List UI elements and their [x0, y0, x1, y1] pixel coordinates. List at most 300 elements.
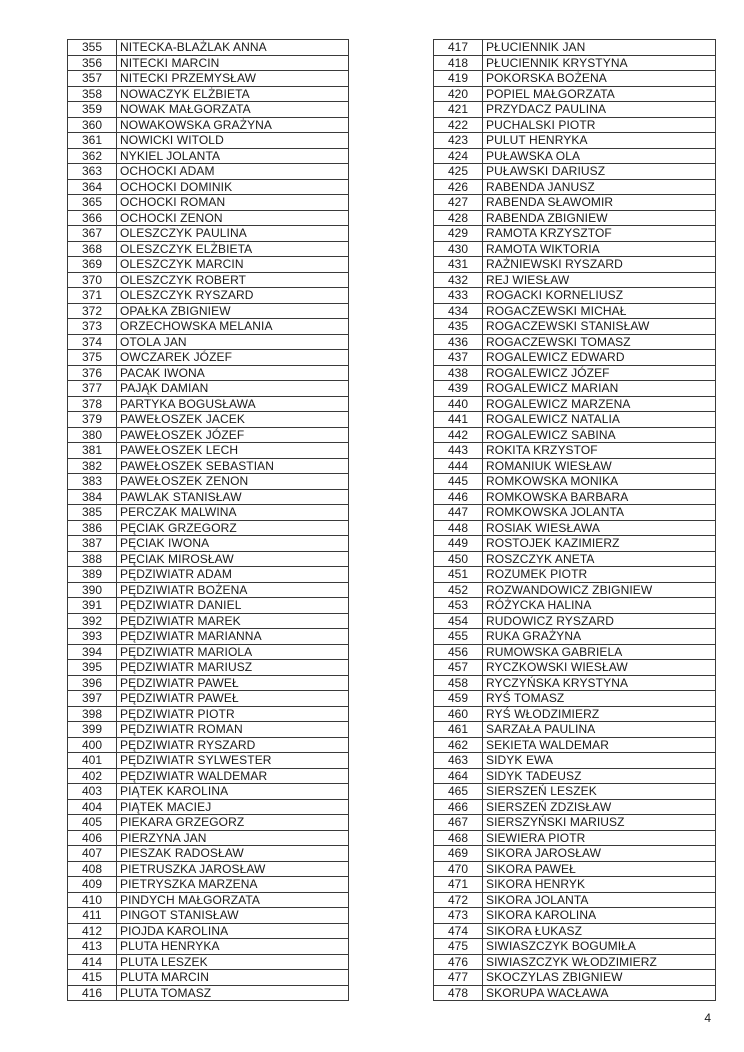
row-number: 474 [434, 923, 483, 939]
row-number: 475 [434, 939, 483, 955]
row-number: 418 [434, 55, 483, 71]
table-row [68, 954, 349, 970]
person-name: OTOLA JAN [117, 334, 349, 350]
person-name: PĘDZIWIATR ADAM [117, 567, 349, 583]
table-row [68, 195, 349, 211]
person-name: PINGOT STANISŁAW [117, 908, 349, 924]
table-row [434, 148, 716, 164]
person-name: OCHOCKI ZENON [117, 210, 349, 226]
table-row [68, 489, 349, 505]
person-name: PUCHALSKI PIOTR [483, 117, 716, 133]
table-row [434, 288, 716, 304]
person-name: ROMKOWSKA MONIKA [483, 474, 716, 490]
row-number: 439 [434, 381, 483, 397]
row-number: 445 [434, 474, 483, 490]
row-number: 466 [434, 799, 483, 815]
table-row [68, 830, 349, 846]
person-name: ROMANIUK WIESŁAW [483, 458, 716, 474]
row-number: 405 [68, 815, 117, 831]
person-name: ROGALEWICZ NATALIA [483, 412, 716, 428]
row-number: 379 [68, 412, 117, 428]
row-number: 440 [434, 396, 483, 412]
table-row [434, 551, 716, 567]
person-name: NYKIEL JOLANTA [117, 148, 349, 164]
person-name: SIDYK TADEUSZ [483, 768, 716, 784]
row-number: 400 [68, 737, 117, 753]
row-number: 455 [434, 629, 483, 645]
person-name: PAWEŁOSZEK JACEK [117, 412, 349, 428]
row-number: 365 [68, 195, 117, 211]
table-row [68, 613, 349, 629]
table-row [434, 830, 716, 846]
person-name: NOWACZYK ELŻBIETA [117, 86, 349, 102]
table-row [434, 505, 716, 521]
table-row [68, 303, 349, 319]
table-row [434, 582, 716, 598]
person-name: OLESZCZYK PAULINA [117, 226, 349, 242]
table-row [434, 567, 716, 583]
row-number: 388 [68, 551, 117, 567]
person-name: SKOCZYLAS ZBIGNIEW [483, 970, 716, 986]
row-number: 361 [68, 133, 117, 149]
row-number: 375 [68, 350, 117, 366]
person-name: ORZECHOWSKA MELANIA [117, 319, 349, 335]
row-number: 390 [68, 582, 117, 598]
person-name: POKORSKA BOŻENA [483, 71, 716, 87]
names-table-left-body [68, 40, 349, 1001]
person-name: RAMOTA KRZYSZTOF [483, 226, 716, 242]
row-number: 421 [434, 102, 483, 118]
row-number: 446 [434, 489, 483, 505]
row-number: 416 [68, 985, 117, 1001]
person-name: PLUTA TOMASZ [117, 985, 349, 1001]
table-row [68, 86, 349, 102]
table-row [434, 954, 716, 970]
table-row [434, 272, 716, 288]
row-number: 458 [434, 675, 483, 691]
row-number: 373 [68, 319, 117, 335]
row-number: 460 [434, 706, 483, 722]
table-row [434, 892, 716, 908]
table-row [68, 908, 349, 924]
table-row [434, 489, 716, 505]
row-number: 368 [68, 241, 117, 257]
table-row [68, 675, 349, 691]
row-number: 362 [68, 148, 117, 164]
table-row [68, 164, 349, 180]
table-row [434, 629, 716, 645]
person-name: PĘCIAK IWONA [117, 536, 349, 552]
table-row [434, 40, 716, 56]
person-name: RABENDA JANUSZ [483, 179, 716, 195]
person-name: SEKIETA WALDEMAR [483, 737, 716, 753]
row-number: 371 [68, 288, 117, 304]
person-name: ROMKOWSKA JOLANTA [483, 505, 716, 521]
row-number: 430 [434, 241, 483, 257]
row-number: 454 [434, 613, 483, 629]
row-number: 435 [434, 319, 483, 335]
person-name: ROSZCZYK ANETA [483, 551, 716, 567]
person-name: PLUTA LESZEK [117, 954, 349, 970]
person-name: PINDYCH MAŁGORZATA [117, 892, 349, 908]
row-number: 396 [68, 675, 117, 691]
table-row [434, 117, 716, 133]
person-name: RYŚ TOMASZ [483, 691, 716, 707]
table-row [68, 970, 349, 986]
person-name: RUKA GRAŻYNA [483, 629, 716, 645]
person-name: NOWICKI WITOLD [117, 133, 349, 149]
row-number: 391 [68, 598, 117, 614]
table-row [434, 474, 716, 490]
row-number: 359 [68, 102, 117, 118]
person-name: OCHOCKI DOMINIK [117, 179, 349, 195]
person-name: SIWIASZCZYK WŁODZIMIERZ [483, 954, 716, 970]
row-number: 358 [68, 86, 117, 102]
person-name: RUMOWSKA GABRIELA [483, 644, 716, 660]
person-name: SIKORA JAROSŁAW [483, 846, 716, 862]
row-number: 382 [68, 458, 117, 474]
table-row [68, 768, 349, 784]
row-number: 392 [68, 613, 117, 629]
row-number: 471 [434, 877, 483, 893]
table-row [68, 567, 349, 583]
table-row [434, 319, 716, 335]
row-number: 410 [68, 892, 117, 908]
table-row [68, 861, 349, 877]
row-number: 366 [68, 210, 117, 226]
row-number: 473 [434, 908, 483, 924]
table-row [434, 706, 716, 722]
table-row [434, 133, 716, 149]
row-number: 449 [434, 536, 483, 552]
person-name: PAWEŁOSZEK LECH [117, 443, 349, 459]
row-number: 372 [68, 303, 117, 319]
table-row [68, 846, 349, 862]
person-name: RUDOWICZ RYSZARD [483, 613, 716, 629]
person-name: PĘDZIWIATR PIOTR [117, 706, 349, 722]
row-number: 478 [434, 985, 483, 1001]
person-name: PIĄTEK KAROLINA [117, 784, 349, 800]
person-name: ROSIAK WIESŁAWA [483, 520, 716, 536]
table-row [68, 396, 349, 412]
person-name: PĘDZIWIATR MARIUSZ [117, 660, 349, 676]
row-number: 407 [68, 846, 117, 862]
table-row [68, 753, 349, 769]
row-number: 426 [434, 179, 483, 195]
person-name: REJ WIESŁAW [483, 272, 716, 288]
row-number: 457 [434, 660, 483, 676]
person-name: PŁUCIENNIK KRYSTYNA [483, 55, 716, 71]
row-number: 399 [68, 722, 117, 738]
table-row [434, 722, 716, 738]
row-number: 406 [68, 830, 117, 846]
person-name: RABENDA SŁAWOMIR [483, 195, 716, 211]
person-name: PĘDZIWIATR MARIANNA [117, 629, 349, 645]
person-name: PĘDZIWIATR PAWEŁ [117, 675, 349, 691]
row-number: 443 [434, 443, 483, 459]
person-name: RAMOTA WIKTORIA [483, 241, 716, 257]
row-number: 448 [434, 520, 483, 536]
table-row [68, 102, 349, 118]
person-name: PIEKARA GRZEGORZ [117, 815, 349, 831]
person-name: OPAŁKA ZBIGNIEW [117, 303, 349, 319]
table-row [434, 691, 716, 707]
table-row [434, 877, 716, 893]
person-name: ROGALEWICZ MARIAN [483, 381, 716, 397]
row-number: 438 [434, 365, 483, 381]
person-name: ROGALEWICZ MARZENA [483, 396, 716, 412]
table-row [68, 257, 349, 273]
person-name: RAŻNIEWSKI RYSZARD [483, 257, 716, 273]
person-name: PRZYDACZ PAULINA [483, 102, 716, 118]
person-name: RYCZYŃSKA KRYSTYNA [483, 675, 716, 691]
person-name: NITECKI PRZEMYSŁAW [117, 71, 349, 87]
table-row [434, 861, 716, 877]
table-row [434, 257, 716, 273]
row-number: 469 [434, 846, 483, 862]
table-row [434, 970, 716, 986]
row-number: 383 [68, 474, 117, 490]
row-number: 419 [434, 71, 483, 87]
person-name: NITECKA-BLAŻLAK ANNA [117, 40, 349, 56]
row-number: 450 [434, 551, 483, 567]
person-name: PĘDZIWIATR WALDEMAR [117, 768, 349, 784]
table-row [68, 427, 349, 443]
row-number: 425 [434, 164, 483, 180]
table-row [68, 505, 349, 521]
person-name: OCHOCKI ROMAN [117, 195, 349, 211]
person-name: NITECKI MARCIN [117, 55, 349, 71]
person-name: SIKORA HENRYK [483, 877, 716, 893]
table-row [434, 846, 716, 862]
row-number: 477 [434, 970, 483, 986]
row-number: 393 [68, 629, 117, 645]
table-row [434, 815, 716, 831]
table-row [434, 753, 716, 769]
row-number: 408 [68, 861, 117, 877]
row-number: 397 [68, 691, 117, 707]
table-row [68, 179, 349, 195]
row-number: 434 [434, 303, 483, 319]
table-row [68, 474, 349, 490]
row-number: 384 [68, 489, 117, 505]
person-name: SIERSZYŃSKI MARIUSZ [483, 815, 716, 831]
row-number: 437 [434, 350, 483, 366]
row-number: 374 [68, 334, 117, 350]
table-row [68, 815, 349, 831]
person-name: PUŁAWSKA OLA [483, 148, 716, 164]
person-name: OWCZAREK JÓZEF [117, 350, 349, 366]
person-name: ROZWANDOWICZ ZBIGNIEW [483, 582, 716, 598]
table-row [68, 40, 349, 56]
row-number: 411 [68, 908, 117, 924]
table-row [434, 365, 716, 381]
person-name: PAWEŁOSZEK ZENON [117, 474, 349, 490]
table-row [434, 768, 716, 784]
row-number: 429 [434, 226, 483, 242]
table-row [68, 799, 349, 815]
row-number: 403 [68, 784, 117, 800]
row-number: 470 [434, 861, 483, 877]
person-name: SIEWIERA PIOTR [483, 830, 716, 846]
row-number: 357 [68, 71, 117, 87]
row-number: 395 [68, 660, 117, 676]
table-row [68, 350, 349, 366]
person-name: SIKORA ŁUKASZ [483, 923, 716, 939]
table-row [434, 334, 716, 350]
row-number: 428 [434, 210, 483, 226]
person-name: PAJĄK DAMIAN [117, 381, 349, 397]
table-row [68, 644, 349, 660]
person-name: PĘDZIWIATR RYSZARD [117, 737, 349, 753]
person-name: ROGACZEWSKI MICHAŁ [483, 303, 716, 319]
person-name: PĘDZIWIATR MAREK [117, 613, 349, 629]
person-name: PĘDZIWIATR BOŻENA [117, 582, 349, 598]
row-number: 402 [68, 768, 117, 784]
person-name: PERCZAK MALWINA [117, 505, 349, 521]
table-row [68, 412, 349, 428]
person-name: OCHOCKI ADAM [117, 164, 349, 180]
person-name: PĘDZIWIATR PAWEŁ [117, 691, 349, 707]
person-name: PŁUCIENNIK JAN [483, 40, 716, 56]
row-number: 467 [434, 815, 483, 831]
row-number: 423 [434, 133, 483, 149]
row-number: 380 [68, 427, 117, 443]
row-number: 404 [68, 799, 117, 815]
person-name: ROGALEWICZ JÓZEF [483, 365, 716, 381]
row-number: 433 [434, 288, 483, 304]
person-name: PULUT HENRYKA [483, 133, 716, 149]
row-number: 376 [68, 365, 117, 381]
person-name: SIERSZEŃ ZDZISŁAW [483, 799, 716, 815]
row-number: 459 [434, 691, 483, 707]
row-number: 412 [68, 923, 117, 939]
table-row [68, 365, 349, 381]
table-row [68, 660, 349, 676]
table-row [434, 443, 716, 459]
table-row [68, 133, 349, 149]
person-name: PĘCIAK GRZEGORZ [117, 520, 349, 536]
row-number: 476 [434, 954, 483, 970]
person-name: ROGACZEWSKI TOMASZ [483, 334, 716, 350]
table-row [434, 86, 716, 102]
person-name: SKORUPA WACŁAWA [483, 985, 716, 1001]
names-table-right-body [434, 40, 716, 1001]
table-row [68, 210, 349, 226]
person-name: ROGACZEWSKI STANISŁAW [483, 319, 716, 335]
row-number: 461 [434, 722, 483, 738]
table-row [434, 644, 716, 660]
row-number: 468 [434, 830, 483, 846]
table-row [68, 939, 349, 955]
page-number: 4 [704, 1011, 711, 1025]
person-name: PĘCIAK MIROSŁAW [117, 551, 349, 567]
row-number: 431 [434, 257, 483, 273]
row-number: 364 [68, 179, 117, 195]
row-number: 415 [68, 970, 117, 986]
table-row [68, 737, 349, 753]
table-row [434, 985, 716, 1001]
row-number: 369 [68, 257, 117, 273]
table-row [434, 381, 716, 397]
row-number: 444 [434, 458, 483, 474]
table-row [434, 241, 716, 257]
table-row [434, 350, 716, 366]
person-name: RYŚ WŁODZIMIERZ [483, 706, 716, 722]
person-name: ROGALEWICZ EDWARD [483, 350, 716, 366]
person-name: SIKORA PAWEŁ [483, 861, 716, 877]
person-name: NOWAK MAŁGORZATA [117, 102, 349, 118]
person-name: PARTYKA BOGUSŁAWA [117, 396, 349, 412]
table-row [68, 722, 349, 738]
table-row [68, 985, 349, 1001]
row-number: 387 [68, 536, 117, 552]
row-number: 360 [68, 117, 117, 133]
table-row [68, 706, 349, 722]
row-number: 420 [434, 86, 483, 102]
table-row [434, 164, 716, 180]
person-name: PIETRYSZKA MARZENA [117, 877, 349, 893]
table-row [68, 117, 349, 133]
person-name: PĘDZIWIATR ROMAN [117, 722, 349, 738]
table-row [434, 675, 716, 691]
person-name: PĘDZIWIATR MARIOLA [117, 644, 349, 660]
row-number: 385 [68, 505, 117, 521]
table-row [68, 598, 349, 614]
row-number: 432 [434, 272, 483, 288]
row-number: 453 [434, 598, 483, 614]
table-row [434, 660, 716, 676]
person-name: PĘDZIWIATR SYLWESTER [117, 753, 349, 769]
row-number: 367 [68, 226, 117, 242]
row-number: 472 [434, 892, 483, 908]
row-number: 401 [68, 753, 117, 769]
row-number: 456 [434, 644, 483, 660]
table-row [434, 210, 716, 226]
row-number: 451 [434, 567, 483, 583]
table-row [68, 319, 349, 335]
row-number: 427 [434, 195, 483, 211]
table-row [434, 396, 716, 412]
table-row [68, 551, 349, 567]
table-row [68, 226, 349, 242]
person-name: OLESZCZYK ROBERT [117, 272, 349, 288]
person-name: PUŁAWSKI DARIUSZ [483, 164, 716, 180]
row-number: 370 [68, 272, 117, 288]
person-name: ROGALEWICZ SABINA [483, 427, 716, 443]
person-name: RYCZKOWSKI WIESŁAW [483, 660, 716, 676]
table-row [68, 536, 349, 552]
row-number: 436 [434, 334, 483, 350]
person-name: ROGACKI KORNELIUSZ [483, 288, 716, 304]
person-name: NOWAKOWSKA GRAŻYNA [117, 117, 349, 133]
person-name: PAWEŁOSZEK JÓZEF [117, 427, 349, 443]
person-name: PĘDZIWIATR DANIEL [117, 598, 349, 614]
table-row [68, 55, 349, 71]
person-name: PIOJDA KAROLINA [117, 923, 349, 939]
table-row [68, 784, 349, 800]
row-number: 378 [68, 396, 117, 412]
person-name: RÓŻYCKA HALINA [483, 598, 716, 614]
row-number: 442 [434, 427, 483, 443]
person-name: SIERSZEŃ LESZEK [483, 784, 716, 800]
person-name: ROMKOWSKA BARBARA [483, 489, 716, 505]
table-row [68, 288, 349, 304]
person-name: PAWLAK STANISŁAW [117, 489, 349, 505]
person-name: OLESZCZYK ELŻBIETA [117, 241, 349, 257]
row-number: 413 [68, 939, 117, 955]
row-number: 409 [68, 877, 117, 893]
